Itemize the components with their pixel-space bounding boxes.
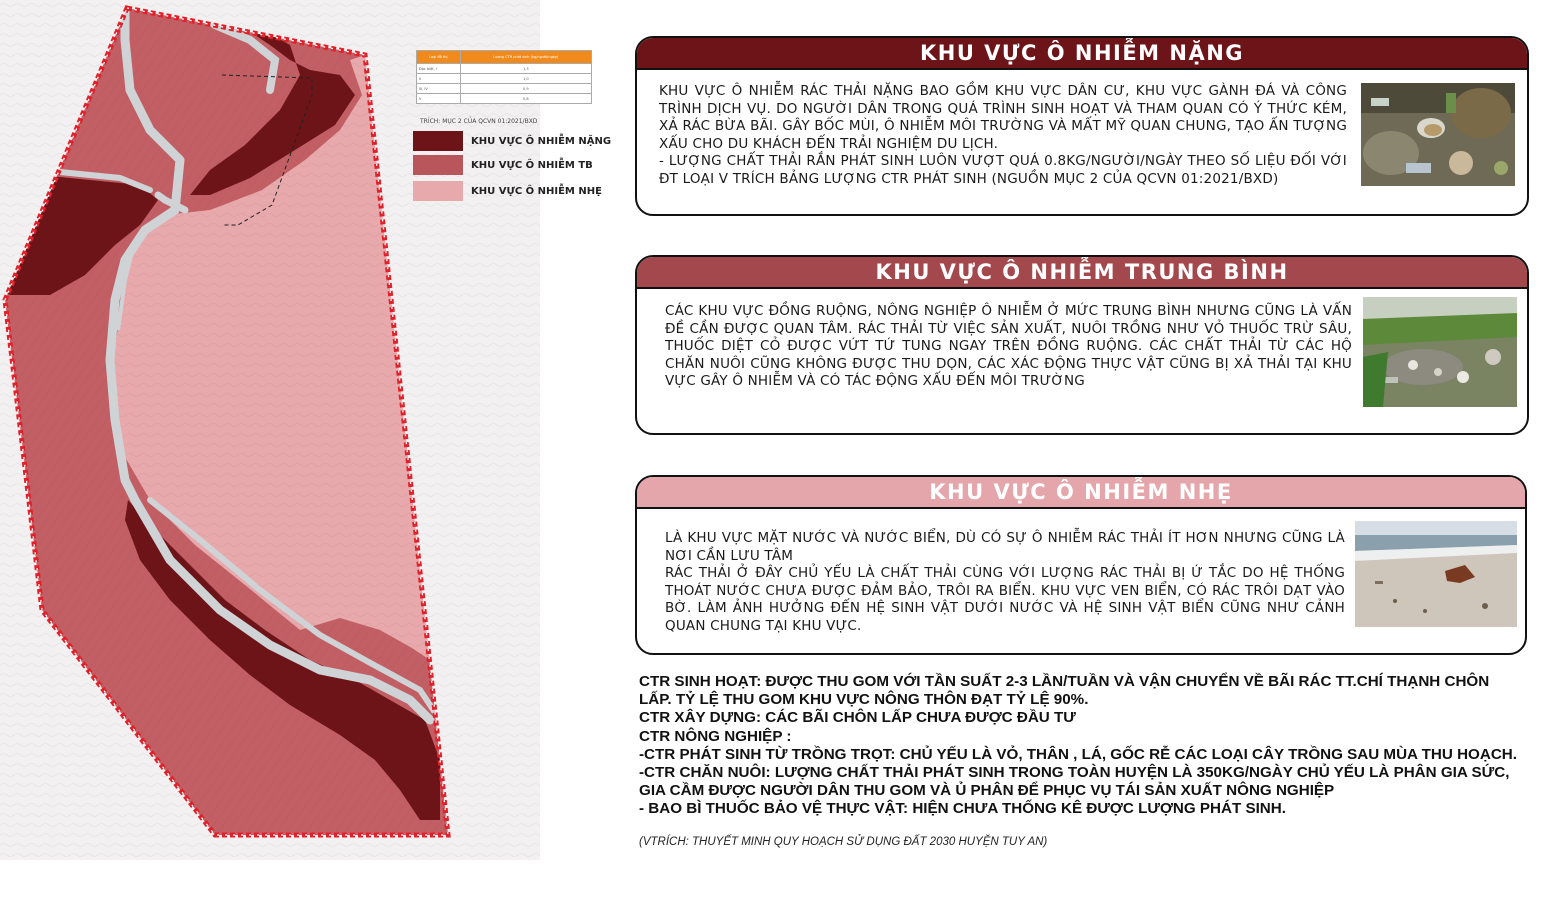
notes-source: (VTRÍCH: THUYẾT MINH QUY HOẠCH SỬ DỤNG ĐẤT 2030 HUYỆN TUY AN)	[639, 836, 1048, 848]
table-cell: Đặc biệt, I	[417, 64, 461, 74]
table-header-rate: Lượng CTR phát sinh (kg/người/ngày)	[460, 51, 591, 64]
waste-rate-table	[416, 50, 592, 104]
pollution-map	[0, 0, 540, 860]
legend-swatch-medium	[413, 155, 463, 175]
legend-item-heavy	[413, 131, 611, 151]
map-canvas	[0, 0, 540, 860]
table-row	[417, 84, 592, 94]
waste-management-notes	[639, 673, 1524, 819]
table-cell: 0,9	[460, 84, 591, 94]
note-line: CTR SINH HOẠT: ĐƯỢC THU GOM VỚI TẦN SUẤT 2-3 LẦN/TUẦN VÀ VẬN CHUYỂN VỀ BÃI RÁC TT.CHÍ THẠNH CHÔN LẤP. TỶ LỆ THU GOM KHU VỰC NÔNG THÔN ĐẠT TỶ LỆ 90%.	[639, 673, 1490, 709]
table-cell: III, IV	[417, 84, 461, 94]
note-line: -CTR CHĂN NUÔI: LƯỢNG CHẤT THẢI PHÁT SINH TRONG TOÀN HUYỆN LÀ 350KG/NGÀY CHỦ YẾU LÀ PHÂN GIA SỨC, GIA CẦM ĐƯỢC NGƯỜI DÂN THU GOM VÀ Ủ PHÂN ĐỂ PHỤC VỤ TÁI SẢN XUẤT NÔNG NGHIỆP	[639, 764, 1510, 800]
legend-item-medium	[413, 155, 593, 175]
table-row	[417, 64, 592, 74]
photo-beach-debris	[1355, 521, 1517, 627]
table-source-note: TRÍCH: MỤC 2 CỦA QCVN 01:2021/BXD	[420, 118, 538, 125]
legend-item-light	[413, 181, 602, 201]
table-cell: 0,8	[460, 94, 591, 104]
note-line: -CTR PHÁT SINH TỪ TRỒNG TRỌT: CHỦ YẾU LÀ VỎ, THÂN , LÁ, GỐC RỄ CÁC LOẠI CÂY TRỒNG SAU MÙA THU HOẠCH.	[639, 745, 1517, 763]
photo-garbage-rocks	[1361, 83, 1515, 186]
legend-swatch-heavy	[413, 131, 463, 151]
legend-label: KHU VỰC Ô NHIỄM NẶNG	[471, 135, 612, 147]
panel-medium-title: KHU VỰC Ô NHIỄM TRUNG BÌNH	[637, 257, 1527, 289]
note-line: - BAO BÌ THUỐC BẢO VỆ THỰC VẬT: HIỆN CHƯA THỐNG KÊ ĐƯỢC LƯỢNG PHÁT SINH.	[639, 800, 1286, 818]
legend-swatch-light	[413, 181, 463, 201]
table-row	[417, 74, 592, 84]
panel-light-title: KHU VỰC Ô NHIỄM NHẸ	[637, 477, 1525, 509]
legend-label: KHU VỰC Ô NHIỄM NHẸ	[471, 185, 602, 197]
table-cell: II	[417, 74, 461, 84]
panel-light	[635, 475, 1527, 655]
table-header-type: Loại đô thị	[417, 51, 461, 64]
panel-heavy-text: KHU VỰC Ô NHIỄM RÁC THẢI NẶNG BAO GỒM KHU VỰC DÂN CƯ, KHU VỰC GÀNH ĐÁ VÀ CÔNG TRÌNH DỊCH VỤ. DO NGƯỜI DÂN TRONG QUÁ TRÌNH SINH HOẠT VÀ THAM QUAN CÓ Ý THỨC KÉM, XẢ RÁC BỪA BÃI. GÂY BỐC MÙI, Ô NHIỄM MÔI TRƯỜNG VÀ MẤT MỸ QUAN CHUNG, TẠO ẤN TƯỢNG XẤU CHO DU KHÁCH ĐẾN TRẢI NGHIỆM DU LỊCH. - LƯỢNG CHẤT THẢI RẮN PHÁT SINH LUÔN VƯỢT QUÁ 0.8KG/NGƯỜI/NGÀY THEO SỐ LIỆU ĐỐI VỚI ĐT LOẠI V TRÍCH BẢNG LƯỢNG CTR PHÁT SINH (NGUỒN MỤC 2 CỦA QCVN 01:2021/BXD)	[659, 83, 1347, 187]
panel-heavy	[635, 36, 1529, 216]
note-line: CTR NÔNG NGHIỆP :	[639, 727, 792, 745]
panel-medium	[635, 255, 1529, 435]
legend-label: KHU VỰC Ô NHIỄM TB	[471, 159, 593, 171]
table-cell: V	[417, 94, 461, 104]
panel-heavy-title: KHU VỰC Ô NHIỄM NẶNG	[637, 38, 1527, 70]
note-line: CTR XÂY DỰNG: CÁC BÃI CHÔN LẤP CHƯA ĐƯỢC ĐẦU TƯ	[639, 709, 1076, 727]
table-cell: 1,0	[460, 74, 591, 84]
table-row	[417, 94, 592, 104]
photo-field-waste	[1363, 297, 1517, 407]
table-cell: 1,3	[460, 64, 591, 74]
panel-medium-text: CÁC KHU VỰC ĐỒNG RUỘNG, NÔNG NGHIỆP Ô NHIỄM Ở MỨC TRUNG BÌNH NHƯNG CŨNG LÀ VẤN ĐỀ CẦN ĐƯỢC QUAN TÂM. RÁC THẢI TỪ VIỆC SẢN XUẤT, NUÔI TRỒNG NHƯ VỎ THUỐC TRỪ SÂU, THUỐC DIỆT CỎ ĐƯỢC VỨT TỨ TUNG NGAY TRÊN ĐỒNG RUỘNG. CÁC CHẤT THẢI TỪ CÁC HỘ CHĂN NUÔI CŨNG KHÔNG ĐƯỢC THU DỌN, CÁC XÁC ĐỘNG THỰC VẬT CŨNG BỊ XẢ THẢI TẠI KHU VỰC GÂY Ô NHIỄM VÀ CÓ TÁC ĐỘNG XẤU ĐẾN MÔI TRƯỜNG	[665, 303, 1352, 390]
panel-light-text: LÀ KHU VỰC MẶT NƯỚC VÀ NƯỚC BIỂN, DÙ CÓ SỰ Ô NHIỄM RÁC THẢI ÍT HƠN NHƯNG CŨNG LÀ NƠI CẦN LƯU TÂM RÁC THẢI Ở ĐÂY CHỦ YẾU LÀ CHẤT THẢI CÙNG VỚI LƯỢNG RÁC THẢI BỊ Ứ TẮC DO HỆ THỐNG THOÁT NƯỚC CHƯA ĐƯỢC ĐẢM BẢO, TRÔI RA BIỂN. KHU VỰC VEN BIỂN, CÓ RÁC TRÔI DẠT VÀO BỜ. LÀM ẢNH HƯỞNG ĐẾN HỆ SINH VẬT DƯỚI NƯỚC VÀ HỆ SINH VẬT BIỂN CŨNG NHƯ CẢNH QUAN CHUNG TẠI KHU VỰC.	[665, 530, 1345, 634]
